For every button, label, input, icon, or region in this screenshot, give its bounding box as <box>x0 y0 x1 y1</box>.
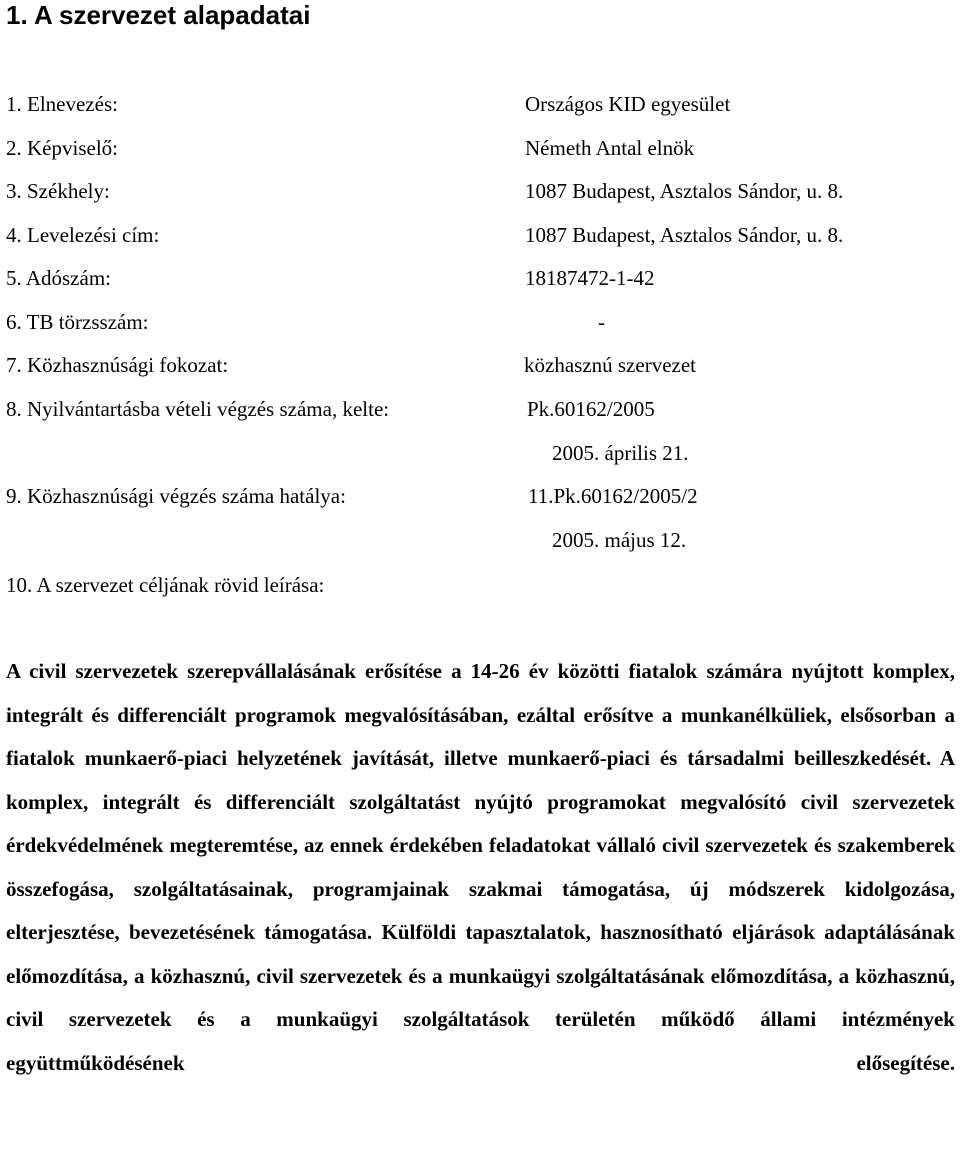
description-paragraph: A civil szervezetek szerepvállalásának erősítése a 14-26 év közötti fiatalok számára nyújtott komplex, integrált és differenciált programok megvalósításában, ezáltal erősítve a munkanélküliek, elsősorban a fiatalok munkaerő-piaci helyzetének javítását, illetve munkaerő-piaci és társadalmi beilleszkedését. A komplex, integrált és differenciált szolgáltatást nyújtó programokat megvalósító civil szervezetek érdekvédelmének megteremtése, az ennek érdekében feladatokat vállaló civil szervezetek és szakemberek összefogása, szolgáltatásainak, programjainak szakmai támogatása, új módszerek kidolgozása, elterjesztése, bevezetésének támogatása. Külföldi tapasztalatok, hasznosítható eljárások adaptálásának előmozdítása, a közhasznú, civil szervezetek és a munkaügyi szolgáltatásának előmozdítása, a közhasznú, civil szervezetek és a munkaügyi szolgáltatások területén működő állami intézmények együttműködésének elősegítése. <box>6 659 955 1075</box>
item-label: 7. Közhasznúsági fokozat: <box>6 353 229 377</box>
item-label: 1. Elnevezés: <box>6 92 118 116</box>
item-value: Pk.60162/2005 <box>527 397 655 421</box>
item-value: 2005. április 21. <box>552 441 689 465</box>
item-value: 18187472-1-42 <box>525 266 655 290</box>
item-label: 4. Levelezési cím: <box>6 223 160 247</box>
item-label: 8. Nyilvántartásba vételi végzés száma, kelte: <box>6 397 390 421</box>
item-value: Németh Antal elnök <box>525 136 695 160</box>
item-value: - <box>598 310 605 334</box>
item-label: 6. TB törzsszám: <box>6 310 149 334</box>
item-label: 3. Székhely: <box>6 179 110 203</box>
page-title: 1. A szervezet alapadatai <box>6 0 311 30</box>
section-10-label: 10. A szervezet céljának rövid leírása: <box>6 573 325 597</box>
item-value: közhasznú szervezet <box>524 353 696 377</box>
item-value: 11.Pk.60162/2005/2 <box>528 484 698 508</box>
item-label: 5. Adószám: <box>6 266 111 290</box>
item-value: 1087 Budapest, Asztalos Sándor, u. 8. <box>525 179 844 203</box>
item-value: 2005. május 12. <box>552 528 687 552</box>
item-value: 1087 Budapest, Asztalos Sándor, u. 8. <box>525 223 844 247</box>
item-label: 2. Képviselő: <box>6 136 118 160</box>
item-value: Országos KID egyesület <box>525 92 731 116</box>
item-label: 9. Közhasznúsági végzés száma hatálya: <box>6 484 346 508</box>
